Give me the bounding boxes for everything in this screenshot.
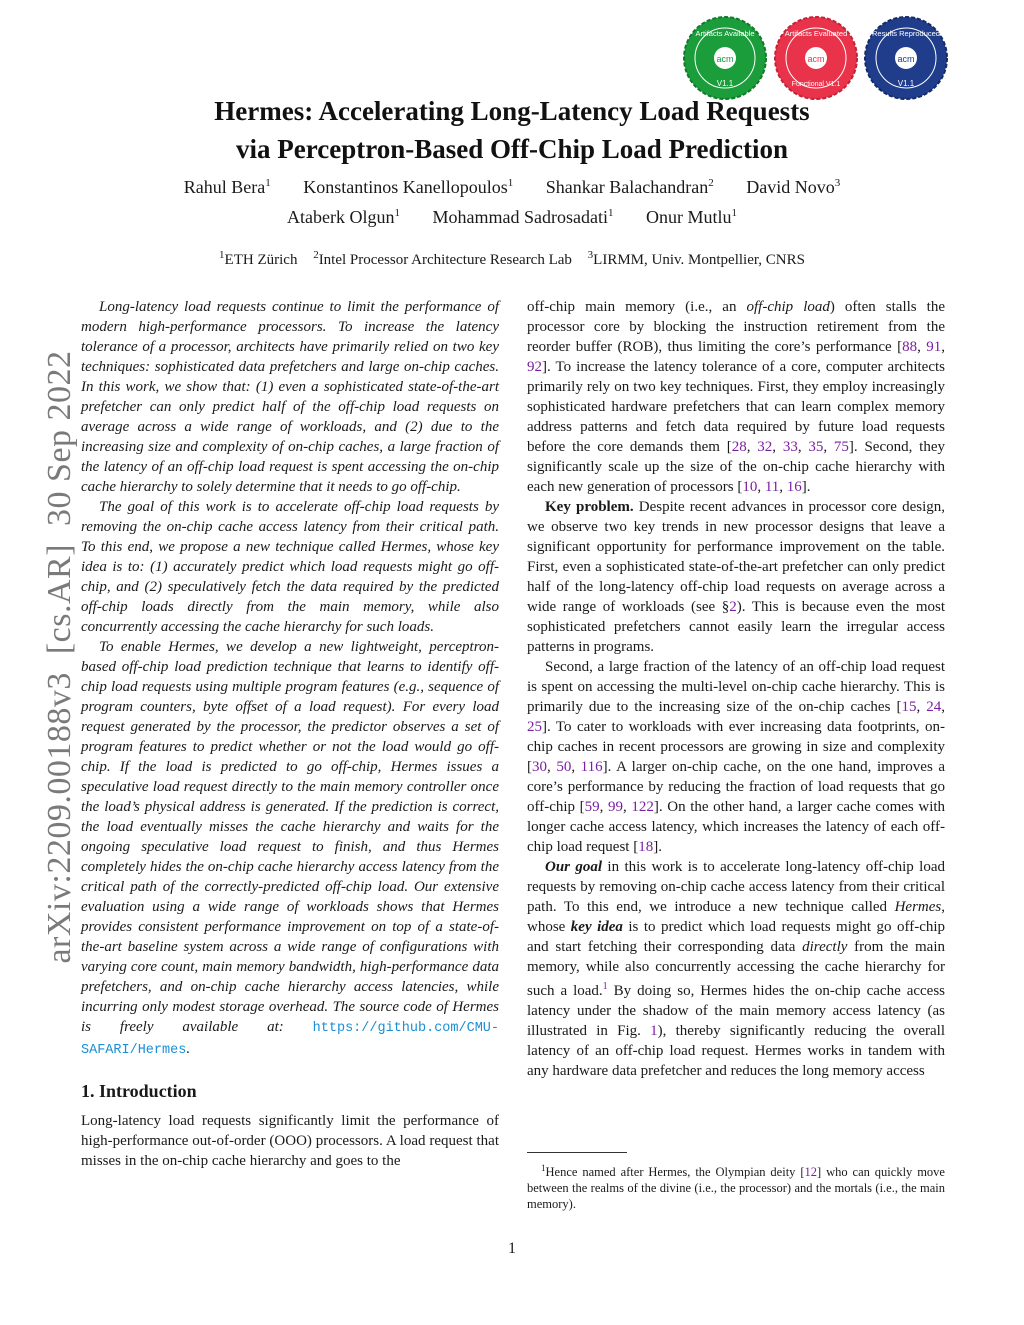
- title-line-1: Hermes: Accelerating Long-Latency Load Requests: [214, 96, 810, 126]
- paper-title: [0, 92, 1024, 168]
- badge-artifacts-available: [683, 16, 767, 100]
- arxiv-stamp: [41, 332, 79, 963]
- key-problem-paragraph: Key problem. Despite recent advances in processor core design, we observe two key trends in new processor designs that leave a significant opportunity for performance improvement on the table. First, even a sophisticated state-of-the-art prefetcher can only predict half of the long-latency off-chip load requests on average across a wide range of workloads (see §2). This is because even the most sophisticated prefetchers cannot easily learn the irregular access patterns in programs.: [527, 499, 946, 655]
- badge2-bot: Functional V1.1: [791, 81, 841, 88]
- second-trend-paragraph: Second, a large fraction of the latency of an off-chip load request is spent on accessing the multi-level on-chip cache hierarchy. This is primarily due to the increasing size of the on-chip caches [15, 24, 25]. To cater to workloads with ever increasing data footprints, on-chip caches in recent processors are growing in size and complexity [30, 50, 116]. A larger on-chip cache, on the one hand, improves a core’s performance by reducing the fraction of load requests that go off-chip [59, 99, 122]. On the other hand, a larger cache comes with longer cache access latency, which increases the latency of each off-chip load request [18].: [527, 659, 946, 855]
- right-column: [527, 297, 945, 1081]
- citation[interactable]: 25: [527, 719, 542, 735]
- badge-artifacts-evaluated: [774, 16, 858, 100]
- key-problem-label: Key problem.: [545, 499, 634, 515]
- citation[interactable]: 50: [556, 759, 572, 775]
- badge-results-reproduced: [864, 16, 948, 100]
- arxiv-id: arXiv:2209.00188v3: [41, 672, 78, 964]
- footnote: $^1$Hence named after Hermes, the Olympian deity [12] who can quickly move between the realms of the divine (i.e., the processor) and the mortals (i.e., the main memory).: [527, 1163, 945, 1212]
- badge1-bot: V1.1: [716, 79, 734, 88]
- authors-row-2: [0, 207, 1024, 228]
- citation[interactable]: 12: [804, 1165, 817, 1180]
- badge3-top: Results Reproduced: [872, 29, 940, 38]
- our-goal-label: Our goal: [545, 859, 603, 875]
- citation[interactable]: 24: [926, 699, 942, 715]
- affiliation: $^3$LIRMM, Univ. Montpellier, CNRS: [587, 249, 805, 268]
- our-goal-paragraph: Our goal in this work is to accelerate long-latency off-chip load requests by removing on-chip cache access latency from their critical path. To this end, we introduce a new technique called Hermes, whose key idea is to predict which load requests might go off-chip and start fetching their corresponding data directly from the main memory, while also concurrently accessing the cache hierarchy for such a load.$^1$ By doing so, Hermes hides the on-chip cache access latency under the shadow of the main memory access latency (as illustrated in Fig. 1), thereby significantly reducing the overall latency of an off-chip load request. Hermes works in tandem with any hardware data prefetcher and reduces the long memory access: [527, 859, 946, 1079]
- footnote-marker[interactable]: 1: [602, 981, 608, 992]
- citation[interactable]: 35: [808, 439, 824, 455]
- page-number: 1: [508, 1240, 516, 1257]
- arxiv-date: 30 Sep 2022: [41, 350, 78, 526]
- abstract-paragraph-3: To enable Hermes, we develop a new lightweight, perceptron-based off-chip load prediction technique that learns to identify off-chip load requests using multiple program features (e.g., sequence of program counters, byte offset of a load request). For every load request generated by the processor, the predictor observes a set of program features to predict whether or not the load would go off-chip. If the load is predicted to go off-chip, Hermes issues a speculative load request directly to the main memory controller once the load’s physical address is generated. If the prediction is correct, the load eventually misses the cache hierarchy and waits for the ongoing speculative load request to finish, and thus Hermes completely hides the on-chip cache hierarchy access latency from the critical path of the correctly-predicted off-chip load. Our extensive evaluation using a wide range of workloads shows that Hermes provides consistent performance improvement on top of a state-of-the-art baseline system across a wide range of configurations with varying core count, main memory bandwidth, high-performance data prefetchers, and on-chip cache hierarchy access latencies, while incurring only modest storage overhead. The source code of Hermes is freely available at: https://github.com/CMU-SAFARI/Hermes.: [81, 639, 500, 1058]
- abstract-paragraph-2: The goal of this work is to accelerate off-chip load requests by removing the on-chip cache access latency from their critical path. To this end, we propose a new technique called Hermes, whose key idea is to: (1) accurately predict which load requests might go off-chip, and (2) speculatively fetch the data required by the predicted off-chip loads directly from the main memory, while also concurrently accessing the cache hierarchy for such loads.: [81, 499, 499, 635]
- author: Ataberk Olgun$^1$: [287, 207, 400, 227]
- citation[interactable]: 122: [631, 799, 654, 815]
- intro-paragraph-2: off-chip main memory (i.e., an off-chip load) often stalls the processor core by blocking the instruction retirement from the reorder buffer (ROB), thus limiting the core’s performance [88, 91, 92]. To increase the latency tolerance of a core, computer architects primarily rely on two key techniques. First, they employ increasingly sophisticated hardware prefetchers that can learn complex memory address patterns and fetch data required by future load requests before the core demands them [28, 32, 33, 35, 75]. Second, they significantly scale up the size of the on-chip cache hierarchy with each new generation of processors [10, 11, 16].: [527, 299, 946, 495]
- citation[interactable]: 30: [532, 759, 547, 775]
- title-line-2: via Perceptron-Based Off-Chip Load Prediction: [236, 134, 788, 164]
- badge1-top: Artifacts Available: [695, 29, 755, 38]
- source-code-link[interactable]: https://github.com/CMU-SAFARI/Hermes: [81, 1021, 500, 1058]
- abstract-paragraph-1: Long-latency load requests continue to limit the performance of modern high-performance processors. To increase the latency tolerance of a processor, architects have primarily relied on two key techniques: sophisticated data prefetchers and large on-chip caches. In this work, we show that: (1) even a sophisticated state-of-the-art prefetcher can only predict half of the off-chip load requests on average across a wide range of workloads, and (2) due to the increasing size and complexity of on-chip caches, a large fraction of the latency of an off-chip load request is spent accessing the on-chip cache hierarchy to solely determine that it needs to go off-chip.: [81, 299, 499, 495]
- section-ref[interactable]: 2: [729, 599, 737, 615]
- citation[interactable]: 88: [902, 339, 918, 355]
- badge2-mid: acm: [807, 54, 825, 64]
- citation[interactable]: 16: [786, 479, 802, 495]
- citation[interactable]: 10: [742, 479, 758, 495]
- author: Shankar Balachandran$^2$: [545, 177, 714, 197]
- citation[interactable]: 92: [527, 359, 542, 375]
- author: Rahul Bera$^1$: [183, 177, 271, 197]
- citation[interactable]: 75: [833, 439, 849, 455]
- citation[interactable]: 18: [638, 839, 654, 855]
- badge3-mid: acm: [897, 54, 915, 64]
- citation[interactable]: 91: [926, 339, 942, 355]
- arxiv-category: [cs.AR]: [41, 543, 78, 655]
- citation[interactable]: 32: [757, 439, 773, 455]
- footnote-rule: [527, 1152, 627, 1153]
- citation[interactable]: 59: [584, 799, 600, 815]
- affiliation: $^1$ETH Zürich: [219, 249, 298, 268]
- author: Onur Mutlu$^1$: [645, 207, 737, 227]
- authors-row-1: [0, 177, 1024, 198]
- left-column: [81, 297, 499, 1171]
- author: Konstantinos Kanellopoulos$^1$: [303, 177, 514, 197]
- affiliation: $^2$Intel Processor Architecture Research Lab: [313, 249, 572, 268]
- citation[interactable]: 28: [731, 439, 747, 455]
- citation[interactable]: 15: [901, 699, 917, 715]
- author: Mohammad Sadrosadati$^1$: [432, 207, 614, 227]
- citation[interactable]: 116: [580, 759, 603, 775]
- section-heading-introduction: 1. Introduction: [81, 1081, 197, 1101]
- badge2-top: Artifacts Evaluated: [784, 29, 848, 38]
- badge1-mid: acm: [716, 54, 734, 64]
- badge3-bot: V1.1: [897, 79, 915, 88]
- figure-ref[interactable]: 1: [650, 1023, 658, 1039]
- abstract: [81, 297, 499, 1061]
- affiliations: [0, 249, 1024, 269]
- citation[interactable]: 33: [782, 439, 798, 455]
- citation[interactable]: 11: [764, 479, 780, 495]
- intro-paragraph-1: Long-latency load requests significantly limit the performance of high-performance out-of-order (OOO) processors. A load request that misses in the on-chip cache hierarchy and goes to the: [81, 1113, 499, 1169]
- author: David Novo$^3$: [746, 177, 841, 197]
- citation[interactable]: 99: [608, 799, 624, 815]
